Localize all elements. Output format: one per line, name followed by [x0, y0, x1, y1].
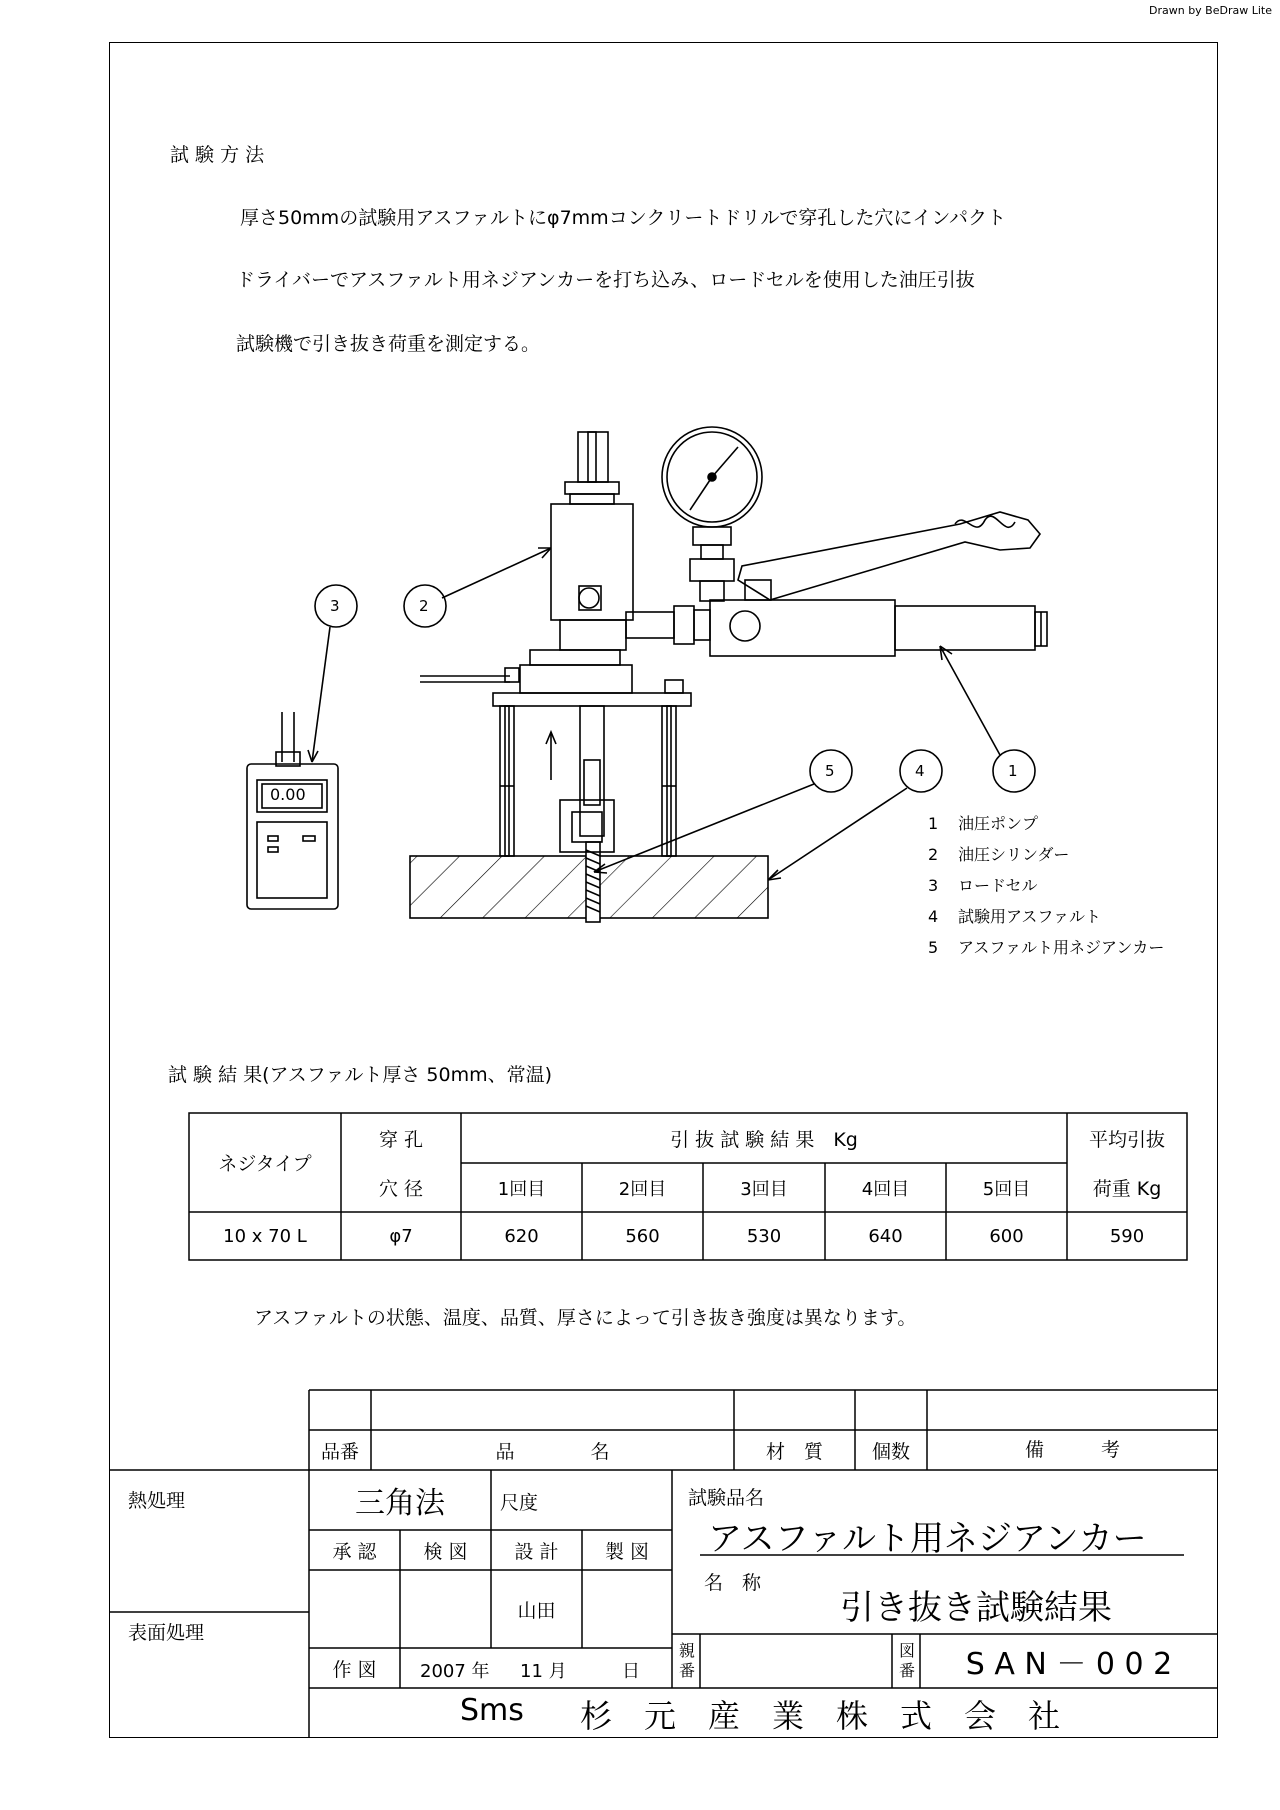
col-header-avg-bottom: 荷重 Kg: [1092, 1178, 1162, 1200]
tb-company-logo: Sms: [460, 1693, 524, 1728]
tb-approve: 承 認: [332, 1540, 377, 1563]
meter-reading: 0.00: [270, 785, 306, 804]
tb-date-day: 日: [622, 1661, 640, 1682]
method-heading: 試 験 方 法: [170, 144, 265, 166]
tb-part-name: 品 名: [495, 1440, 610, 1463]
tb-check: 検 図: [423, 1540, 468, 1563]
tb-heat: 熱処理: [128, 1490, 186, 1512]
row-value-5: 600: [989, 1225, 1024, 1247]
tb-test-item-label: 試験品名: [688, 1487, 765, 1509]
tb-drawing-no: S A N － 0 0 2: [965, 1647, 1173, 1682]
callout-3: 3: [330, 597, 340, 615]
trial-header-5: 5回目: [982, 1178, 1031, 1200]
tb-date-month: 11 月: [520, 1661, 567, 1682]
row-value-4: 640: [868, 1225, 903, 1247]
callout-2: 2: [419, 597, 429, 615]
tb-name-label: 名 称: [704, 1572, 762, 1594]
row-avg: 590: [1109, 1225, 1145, 1247]
row-value-2: 560: [625, 1225, 660, 1247]
results-heading: 試 験 結 果(アスファルト厚さ 50mm、常温): [168, 1064, 553, 1086]
col-header-type: ネジタイプ: [218, 1153, 312, 1175]
method-line-2: ドライバーでアスファルト用ネジアンカーを打ち込み、ロードセルを使用した油圧引抜: [236, 269, 975, 291]
row-value-1: 620: [504, 1225, 539, 1247]
trial-header-1: 1回目: [497, 1178, 546, 1200]
tb-design: 設 計: [514, 1540, 559, 1563]
legend-item: 3 ロードセル: [928, 876, 1038, 895]
trial-header-2: 2回目: [618, 1178, 667, 1200]
tb-designer: 山田: [517, 1599, 556, 1622]
row-type: 10 x 70 L: [223, 1225, 307, 1247]
legend-item: 5 アスファルト用ネジアンカー: [928, 938, 1165, 957]
row-hole: φ7: [389, 1225, 413, 1247]
tb-surface: 表面処理: [128, 1622, 205, 1644]
col-header-hole-top: 穿 孔: [378, 1128, 424, 1151]
tb-scale: 尺度: [500, 1492, 539, 1514]
callout-1: 1: [1008, 762, 1018, 780]
col-header-avg-top: 平均引抜: [1088, 1128, 1165, 1151]
tb-part-no: 品番: [320, 1440, 359, 1463]
tb-draft: 製 図: [604, 1540, 650, 1563]
tb-name: 引き抜き試験結果: [840, 1588, 1112, 1628]
legend-item: 2 油圧シリンダー: [928, 845, 1070, 864]
trial-header-3: 3回目: [740, 1178, 788, 1200]
tb-material: 材 質: [765, 1440, 823, 1463]
tb-projection: 三角法: [355, 1486, 445, 1521]
legend-item: 4 試験用アスファルト: [928, 907, 1102, 926]
tb-test-item: アスファルト用ネジアンカー: [708, 1519, 1147, 1559]
callout-4: 4: [915, 762, 925, 780]
tb-drawing-label: 図番: [898, 1641, 915, 1680]
callout-5: 5: [825, 762, 835, 780]
method-line-3: 試験機で引き抜き荷重を測定する。: [236, 333, 541, 355]
tb-company: 杉 元 産 業 株 式 会 社: [580, 1697, 1061, 1735]
tb-drawn: 作 図: [332, 1658, 377, 1681]
method-line-1: 厚さ50mmの試験用アスファルトにφ7mmコンクリートドリルで穿孔した穴にインパクト: [240, 207, 1006, 229]
tb-parent-label: 親番: [678, 1641, 695, 1680]
legend-item: 1 油圧ポンプ: [928, 814, 1039, 833]
trial-header-4: 4回目: [861, 1178, 910, 1200]
row-value-3: 530: [746, 1225, 782, 1247]
tb-date-year: 2007 年: [420, 1661, 490, 1682]
tb-qty: 個数: [871, 1440, 910, 1463]
watermark: Drawn by BeDraw Lite: [1149, 4, 1272, 17]
col-header-hole-bottom: 穴 径: [378, 1178, 424, 1200]
tb-remarks: 備 考: [1024, 1438, 1120, 1461]
results-note: アスファルトの状態、温度、品質、厚さによって引き抜き強度は異なります。: [254, 1307, 917, 1329]
col-header-test: 引 抜 試 験 結 果 Kg: [670, 1128, 858, 1151]
